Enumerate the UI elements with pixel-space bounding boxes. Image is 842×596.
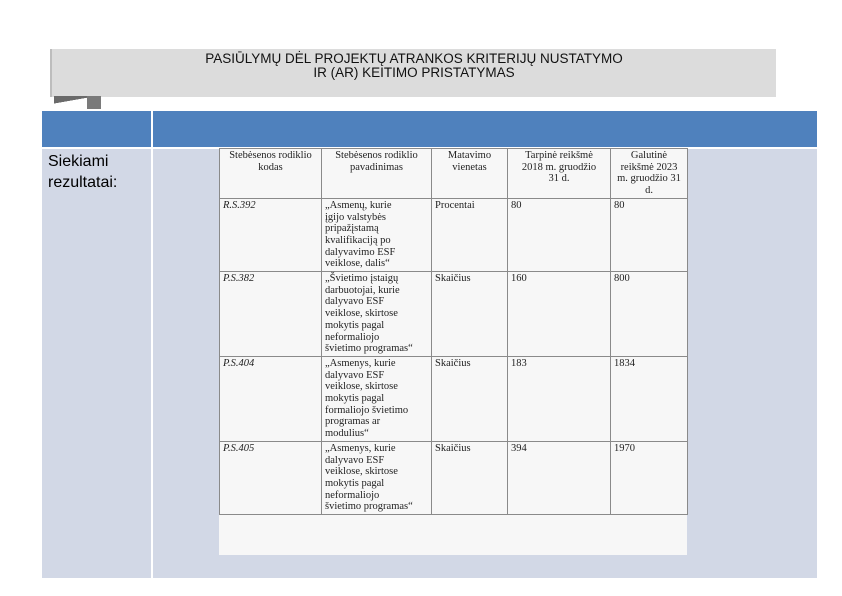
indicator-interim-value: 80 bbox=[508, 198, 611, 271]
indicator-name bbox=[322, 356, 432, 441]
indicator-name-line: programas ar bbox=[325, 416, 381, 428]
indicator-name-line: modulius“ bbox=[325, 428, 369, 440]
indicator-code: P.S.404 bbox=[220, 356, 322, 441]
indicator-name-line: darbuotojai, kurie bbox=[325, 284, 400, 296]
header-cell-name bbox=[322, 149, 432, 199]
indicator-name bbox=[322, 272, 432, 357]
header-text: reikšmė 2023 bbox=[620, 161, 678, 173]
indicator-unit: Skaičius bbox=[432, 356, 508, 441]
indicator-unit: Procentai bbox=[432, 198, 508, 271]
indicator-name-line: veiklose, skirtose bbox=[325, 466, 398, 478]
header-cell-final bbox=[611, 149, 688, 199]
indicator-name-line: „Asmenys, kurie bbox=[325, 442, 396, 454]
indicator-name-line: dalyvavo ESF bbox=[325, 369, 385, 381]
indicator-name-line: švietimo programas“ bbox=[325, 501, 413, 513]
indicator-name-line: veiklose, dalis“ bbox=[325, 258, 390, 270]
indicator-code: R.S.392 bbox=[220, 198, 322, 271]
indicator-final-value: 1834 bbox=[611, 356, 688, 441]
indicator-interim-value: 183 bbox=[508, 356, 611, 441]
header-text: 31 d. bbox=[548, 173, 570, 185]
frame-divider-vertical bbox=[151, 111, 153, 578]
indicator-interim-value: 160 bbox=[508, 272, 611, 357]
indicator-name-line: neformaliojo bbox=[325, 489, 380, 501]
header-text: pavadinimas bbox=[349, 161, 404, 173]
indicator-name-line: „Švietimo įstaigų bbox=[325, 273, 399, 285]
indicator-final-value: 80 bbox=[611, 198, 688, 271]
header-cell-unit bbox=[432, 149, 508, 199]
table-header-row bbox=[220, 149, 688, 199]
header-text: Tarpinė reikšmė bbox=[525, 150, 593, 161]
title-accent-shape bbox=[54, 96, 101, 109]
indicator-name-line: neformaliojo bbox=[325, 331, 380, 343]
table-row bbox=[220, 441, 688, 514]
indicator-name-line: veiklose, skirtose bbox=[325, 308, 398, 320]
indicator-name-line: įgijo valstybės bbox=[325, 211, 386, 223]
indicator-table bbox=[219, 148, 688, 515]
indicator-name-line: mokytis pagal bbox=[325, 319, 385, 331]
title-bar bbox=[50, 49, 776, 97]
indicator-name-line: švietimo programas“ bbox=[325, 343, 413, 355]
section-label-line-2: rezultatai: bbox=[48, 174, 118, 191]
indicator-unit: Skaičius bbox=[432, 272, 508, 357]
indicator-name-line: „Asmenų, kurie bbox=[325, 199, 392, 211]
page-title-line-2: IR (AR) KEITIMO PRISTATYMAS bbox=[313, 65, 515, 80]
indicator-interim-value: 394 bbox=[508, 441, 611, 514]
header-text: d. bbox=[645, 185, 653, 197]
header-text: Stebėsenos rodiklio bbox=[229, 150, 312, 161]
header-text: m. gruodžio 31 bbox=[617, 173, 681, 185]
frame-header-band bbox=[42, 111, 817, 147]
indicator-name-line: dalyvavo ESF bbox=[325, 296, 385, 308]
indicator-name-line: veiklose, skirtose bbox=[325, 381, 398, 393]
indicator-final-value: 1970 bbox=[611, 441, 688, 514]
header-text: Stebėsenos rodiklio bbox=[335, 150, 418, 161]
indicator-name-line: kvalifikaciją po bbox=[325, 234, 391, 246]
indicator-name-line: pripažįstamą bbox=[325, 223, 379, 235]
indicator-name-line: mokytis pagal bbox=[325, 393, 385, 405]
indicator-unit: Skaičius bbox=[432, 441, 508, 514]
header-text: Galutinė bbox=[630, 150, 668, 161]
table-row bbox=[220, 198, 688, 271]
table-row bbox=[220, 272, 688, 357]
indicator-table-image bbox=[219, 148, 687, 555]
page-title bbox=[52, 52, 776, 80]
section-label-line-1: Siekiami bbox=[48, 153, 109, 170]
indicator-final-value: 800 bbox=[611, 272, 688, 357]
header-cell-interim bbox=[508, 149, 611, 199]
indicator-code: P.S.382 bbox=[220, 272, 322, 357]
indicator-name bbox=[322, 441, 432, 514]
page-title-line-1: PASIŪLYMŲ DĖL PROJEKTŲ ATRANKOS KRITERIJŲ NUSTATYMO bbox=[205, 51, 623, 66]
header-cell-code bbox=[220, 149, 322, 199]
header-text: 2018 m. gruodžio bbox=[521, 161, 597, 173]
header-text: vienetas bbox=[452, 161, 487, 173]
indicator-name-line: formaliojo švietimo bbox=[325, 404, 409, 416]
header-text: Matavimo bbox=[447, 150, 492, 161]
indicator-name bbox=[322, 198, 432, 271]
indicator-name-line: dalyvavo ESF bbox=[325, 454, 385, 466]
section-label bbox=[48, 151, 148, 193]
indicator-code: P.S.405 bbox=[220, 441, 322, 514]
indicator-name-line: mokytis pagal bbox=[325, 477, 385, 489]
indicator-name-line: „Asmenys, kurie bbox=[325, 357, 396, 369]
indicator-name-line: dalyvavimo ESF bbox=[325, 246, 396, 258]
header-text: kodas bbox=[258, 161, 283, 173]
table-row bbox=[220, 356, 688, 441]
